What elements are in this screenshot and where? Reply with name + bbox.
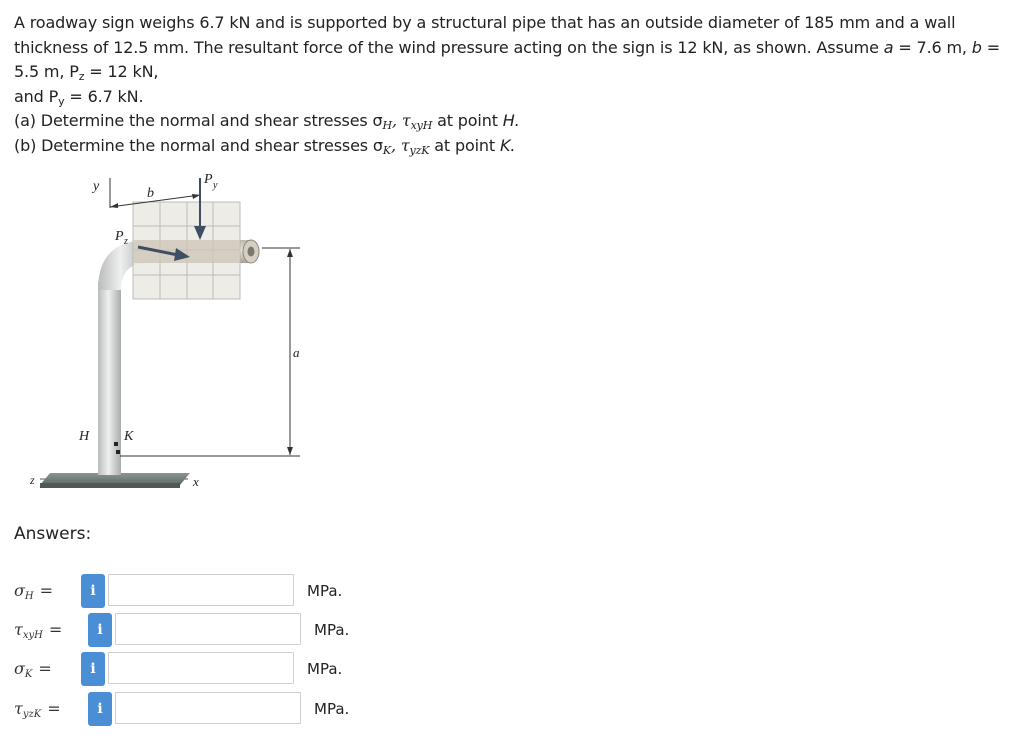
sub-pz: z <box>78 70 85 83</box>
answers-heading: Answers: <box>14 524 92 544</box>
sigma-k-input[interactable] <box>108 652 294 684</box>
answer-row-tau-xyh <box>0 613 400 647</box>
unit-label: MPa. <box>314 700 350 718</box>
val-a: = 7.6 m, <box>893 37 972 57</box>
val-b: = 5.5 m, P <box>14 37 1000 81</box>
info-button[interactable] <box>81 574 105 608</box>
part-a-end: at point <box>432 111 503 130</box>
label-pz: P <box>115 229 124 244</box>
vertical-pipe <box>98 282 121 475</box>
answer-label <box>14 699 61 718</box>
dimension-a-arrow-top <box>287 249 293 257</box>
part-b-text: (b) Determine the normal and shear stresses σ <box>14 135 383 155</box>
part-a-sub1: H <box>382 119 392 132</box>
unit-label: MPa. <box>307 582 343 600</box>
equals-sign: = <box>48 620 63 639</box>
answer-label <box>14 620 62 639</box>
label-py-sub: y <box>213 180 218 191</box>
var-a: a <box>883 37 894 57</box>
answer-symbol: σ <box>14 581 25 600</box>
text-and-py: and P <box>14 86 59 106</box>
equals-sign: = <box>38 659 52 678</box>
dimension-a-arrow-bottom <box>287 447 293 455</box>
label-py: P <box>204 172 213 187</box>
answer-row-sigma-h <box>0 574 400 608</box>
answer-label <box>14 581 53 600</box>
point-h-marker <box>114 442 118 446</box>
info-button[interactable] <box>81 652 105 686</box>
label-pz-sub: z <box>124 236 128 247</box>
info-icon: i <box>90 661 96 677</box>
part-a-question <box>14 109 1014 134</box>
part-b-mid: , τ <box>390 135 410 155</box>
pipe-behind-sign <box>133 240 240 263</box>
part-a-sub2: xyH <box>410 119 433 132</box>
answer-symbol-sub: yzK <box>22 709 42 720</box>
unit-label: MPa. <box>307 660 343 678</box>
answer-symbol-sub: xyH <box>22 630 43 641</box>
answer-symbol-sub: H <box>24 591 34 602</box>
answer-symbol: τ <box>14 620 23 639</box>
pipe-end-hole <box>248 247 255 257</box>
part-b-sub2: yzK <box>409 143 430 157</box>
label-x: x <box>193 474 199 489</box>
answer-symbol-sub: K <box>24 669 33 680</box>
label-y: y <box>93 179 100 194</box>
part-b-question <box>14 134 1014 159</box>
problem-text: A roadway sign weighs 6.7 kN and is supported by a structural pipe that has an outside diameter of 185 mm and a wall thickness of 12.5 mm. The resultant force of the wind pressure acting on the sign is 12 kN, as shown. Assume <box>14 13 956 57</box>
problem-statement <box>14 11 1014 158</box>
label-a: a <box>293 345 300 360</box>
tau-xyh-input[interactable] <box>115 613 301 645</box>
label-z: z <box>30 473 35 487</box>
part-a-point: H. <box>502 111 520 130</box>
label-h: H <box>79 429 90 444</box>
problem-paragraph <box>14 11 1014 109</box>
answer-symbol: σ <box>14 659 25 678</box>
part-a-mid: , τ <box>392 111 411 130</box>
label-k: K <box>124 429 134 444</box>
tau-yzk-input[interactable] <box>115 692 301 724</box>
label-b: b <box>147 186 154 201</box>
var-b: b <box>971 37 982 57</box>
sigma-h-input[interactable] <box>108 574 294 606</box>
val-pz: = 12 kN, <box>84 62 159 81</box>
part-a-text: (a) Determine the normal and shear stresses σ <box>14 111 383 130</box>
info-icon: i <box>97 622 103 638</box>
sign-structure-diagram <box>0 160 330 500</box>
info-button[interactable] <box>88 692 112 726</box>
info-icon: i <box>90 583 96 599</box>
info-button[interactable] <box>88 613 112 647</box>
val-py: = 6.7 kN. <box>64 86 144 106</box>
info-icon: i <box>97 701 103 717</box>
answer-row-sigma-k <box>0 652 400 686</box>
equals-sign: = <box>39 581 54 600</box>
answer-label <box>14 659 52 678</box>
point-k-marker <box>116 450 120 454</box>
part-b-sub1: K <box>382 143 391 157</box>
base-plate-edge <box>40 483 180 488</box>
part-b-end: at point <box>429 135 500 155</box>
equals-sign: = <box>47 699 61 718</box>
sub-py: y <box>58 94 65 108</box>
unit-label: MPa. <box>314 621 350 639</box>
answer-symbol: τ <box>14 699 23 718</box>
part-b-point: K. <box>499 135 516 155</box>
answer-row-tau-yzk <box>0 692 400 726</box>
